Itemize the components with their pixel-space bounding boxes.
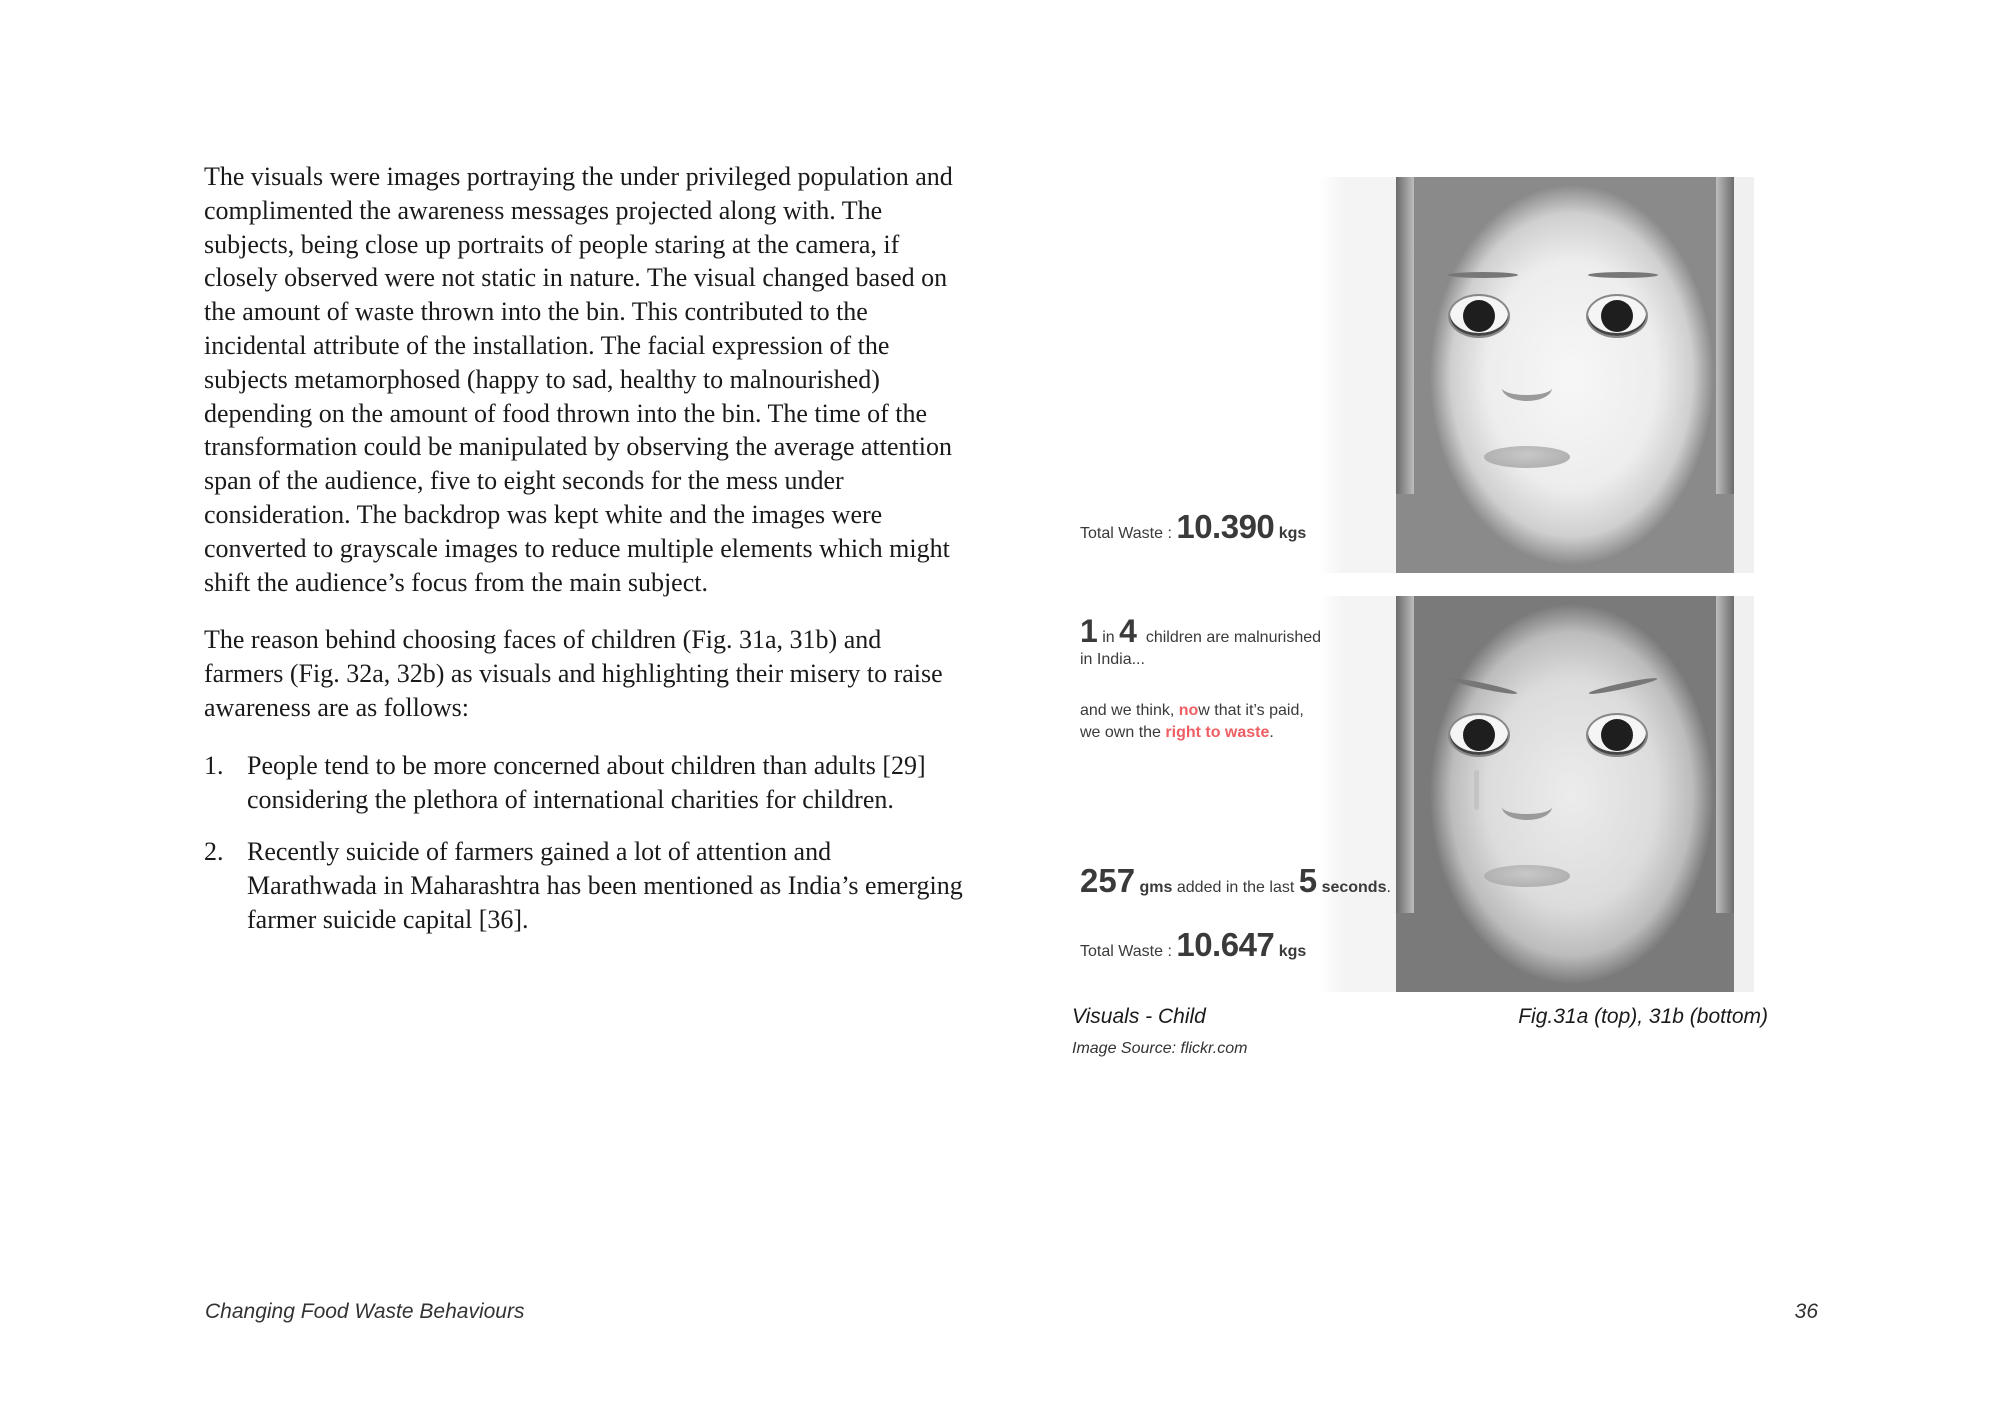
msg-highlight: right to waste <box>1165 724 1270 741</box>
tear <box>1474 770 1479 810</box>
list-number: 1. <box>204 750 224 780</box>
msg-part: w that it’s paid, <box>1198 702 1304 719</box>
eye-right <box>1588 296 1646 336</box>
list-item <box>204 835 964 936</box>
figure-number: Fig.31a (top), 31b (bottom) <box>1518 1005 1768 1028</box>
eyebrow-right <box>1588 272 1658 278</box>
msg-highlight: no <box>1178 702 1199 719</box>
reasons-list <box>204 749 964 937</box>
total-waste-bottom <box>1080 926 1306 964</box>
hair-left <box>1396 596 1414 913</box>
rate-text: added in the last <box>1176 879 1295 896</box>
image-source: Image Source: flickr.com <box>1072 1040 1248 1057</box>
msg-part: . <box>1269 724 1274 741</box>
rate-seconds: 5 <box>1298 862 1318 899</box>
rate-seconds-unit: seconds <box>1321 879 1387 896</box>
total-waste-value: 10.390 <box>1176 508 1275 545</box>
eye-right <box>1588 715 1646 755</box>
hair-right <box>1716 596 1734 913</box>
waste-rate <box>1080 862 1391 900</box>
malnourished-stat <box>1080 613 1322 671</box>
paragraph-2: The reason behind choosing faces of children (Fig. 31a, 31b) and farmers (Fig. 32a, 32b) as visuals and highlighting their misery to raise awareness are as follows: <box>204 625 943 722</box>
rate-unit: gms <box>1139 879 1173 896</box>
nose <box>1502 794 1552 820</box>
child-photo-top <box>1318 177 1754 573</box>
hair-left <box>1396 177 1414 494</box>
nose <box>1502 375 1552 401</box>
page-number: 36 <box>1794 1300 1818 1323</box>
footer-title: Changing Food Waste Behaviours <box>205 1300 525 1323</box>
eye-left <box>1450 296 1508 336</box>
waste-message <box>1080 700 1304 744</box>
msg-part: we own the <box>1080 724 1161 741</box>
list-number: 2. <box>204 837 224 867</box>
paragraph-1: The visuals were images portraying the under privileged population and complimented the awareness messages projected along with. The subjects, being close up portraits of people staring at the camera, if closely observed were not static in nature. The visual changed based on the amount of waste thrown into the bin. This contributed to the incidental attribute of the installation. The facial expression of the subjects metamorphosed (happy to sad, healthy to malnourished) depending on the amount of food thrown into the bin. The time of the transformation could be manipulated by observing the average attention span of the audience, five to eight seconds for the mess under consideration. The backdrop was kept white and the images were converted to grayscale images to reduce multiple elements which might shift the audience’s focus from the main subject. <box>204 162 953 597</box>
hair-right <box>1716 177 1734 494</box>
msg-part: and we think, <box>1080 702 1175 719</box>
total-waste-unit: kgs <box>1278 525 1307 542</box>
body-text <box>204 160 964 956</box>
total-waste-top <box>1080 508 1306 546</box>
rate-end: . <box>1386 879 1391 896</box>
stat-text-2: in India... <box>1080 651 1145 668</box>
stat-text: children are malnurished <box>1145 629 1322 646</box>
total-waste-label: Total Waste : <box>1080 525 1172 542</box>
list-item <box>204 749 964 817</box>
figure-caption-title: Visuals - Child <box>1072 1005 1206 1028</box>
eyebrow-left <box>1448 272 1518 278</box>
stat-a: 1 <box>1080 613 1098 649</box>
list-text: People tend to be more concerned about children than adults [29] considering the plethora of international charities for children. <box>247 750 926 814</box>
eye-left <box>1450 715 1508 755</box>
stat-in: in <box>1102 629 1115 646</box>
total-waste-value: 10.647 <box>1176 926 1275 963</box>
list-text: Recently suicide of farmers gained a lot of attention and Marathwada in Maharashtra has been mentioned as India’s emerging farmer suicide capital [36]. <box>247 837 963 934</box>
total-waste-label: Total Waste : <box>1080 943 1172 960</box>
face-shape <box>1396 596 1734 992</box>
child-photo-bottom <box>1318 596 1754 992</box>
total-waste-unit: kgs <box>1278 943 1307 960</box>
face-shape <box>1396 177 1734 573</box>
rate-value: 257 <box>1080 862 1136 899</box>
stat-b: 4 <box>1119 613 1137 649</box>
